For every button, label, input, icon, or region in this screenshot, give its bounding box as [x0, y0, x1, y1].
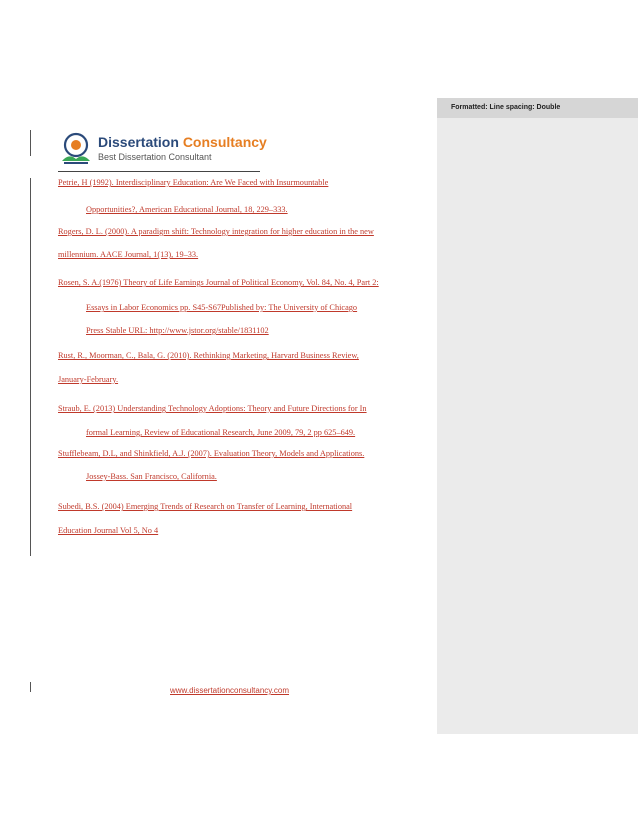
reference-line[interactable]: Rosen, S. A.(1976) Theory of Life Earnings Journal of Political Economy, Vol. 84, No. 4, Part 2: — [58, 278, 379, 287]
reference-line[interactable]: millennium. AACE Journal, 1(13), 19–33. — [58, 250, 199, 259]
comment-pane-header: Formatted: Line spacing: Double — [437, 98, 638, 118]
footer-link[interactable]: www.dissertationconsultancy.com — [170, 686, 290, 695]
logo-subtitle: Best Dissertation Consultant — [98, 152, 212, 162]
reference-line[interactable]: Rogers, D. L. (2000). A paradigm shift: Technology integration for higher education in the new — [58, 227, 374, 236]
logo-graphic — [58, 131, 268, 167]
reference-line[interactable]: Press Stable URL: http://www.jstor.org/stable/1831102 — [86, 326, 269, 335]
reference-line[interactable]: Straub, E. (2013) Understanding Technology Adoptions: Theory and Future Directions for In — [58, 404, 367, 413]
reference-line[interactable]: formal Learning, Review of Educational Research, June 2009, 79, 2 pp 625–649. — [86, 428, 356, 437]
logo-title-part1: Dissertation — [98, 134, 183, 150]
logo-title-part2: Consultancy — [182, 134, 267, 150]
reference-line[interactable]: Jossey-Bass. San Francisco, California. — [86, 472, 217, 481]
reference-line[interactable]: Education Journal Vol 5, No 4 — [58, 526, 159, 535]
company-logo — [58, 131, 268, 167]
logo-emblem-icon — [62, 134, 90, 163]
reference-line[interactable]: Essays in Labor Economics pp. S45-S67Published by: The University of Chicago — [86, 303, 358, 312]
margin-change-bar — [30, 130, 31, 156]
svg-text:Dissertation Consultancy — [98, 134, 267, 150]
reference-line[interactable]: Petrie, H (1992). Interdisciplinary Education: Are We Faced with Insurmountable — [58, 178, 329, 187]
reference-line[interactable]: Subedi, B.S. (2004) Emerging Trends of Research on Transfer of Learning, International — [58, 502, 353, 511]
reference-line[interactable]: Rust, R., Moorman, C., Bala, G. (2010). Rethinking Marketing, Harvard Business Review, — [58, 351, 359, 360]
reference-line[interactable]: January-February. — [58, 375, 119, 384]
margin-change-bar — [30, 178, 31, 556]
comment-pane — [437, 98, 638, 734]
reference-line[interactable]: Opportunities?, American Educational Journal, 18, 229–333. — [86, 205, 288, 214]
header-divider — [58, 171, 260, 172]
margin-change-bar — [30, 682, 31, 692]
reference-line[interactable]: Stufflebeam, D.L, and Shinkfield, A.J. (2007). Evaluation Theory, Models and Applications. — [58, 449, 365, 458]
